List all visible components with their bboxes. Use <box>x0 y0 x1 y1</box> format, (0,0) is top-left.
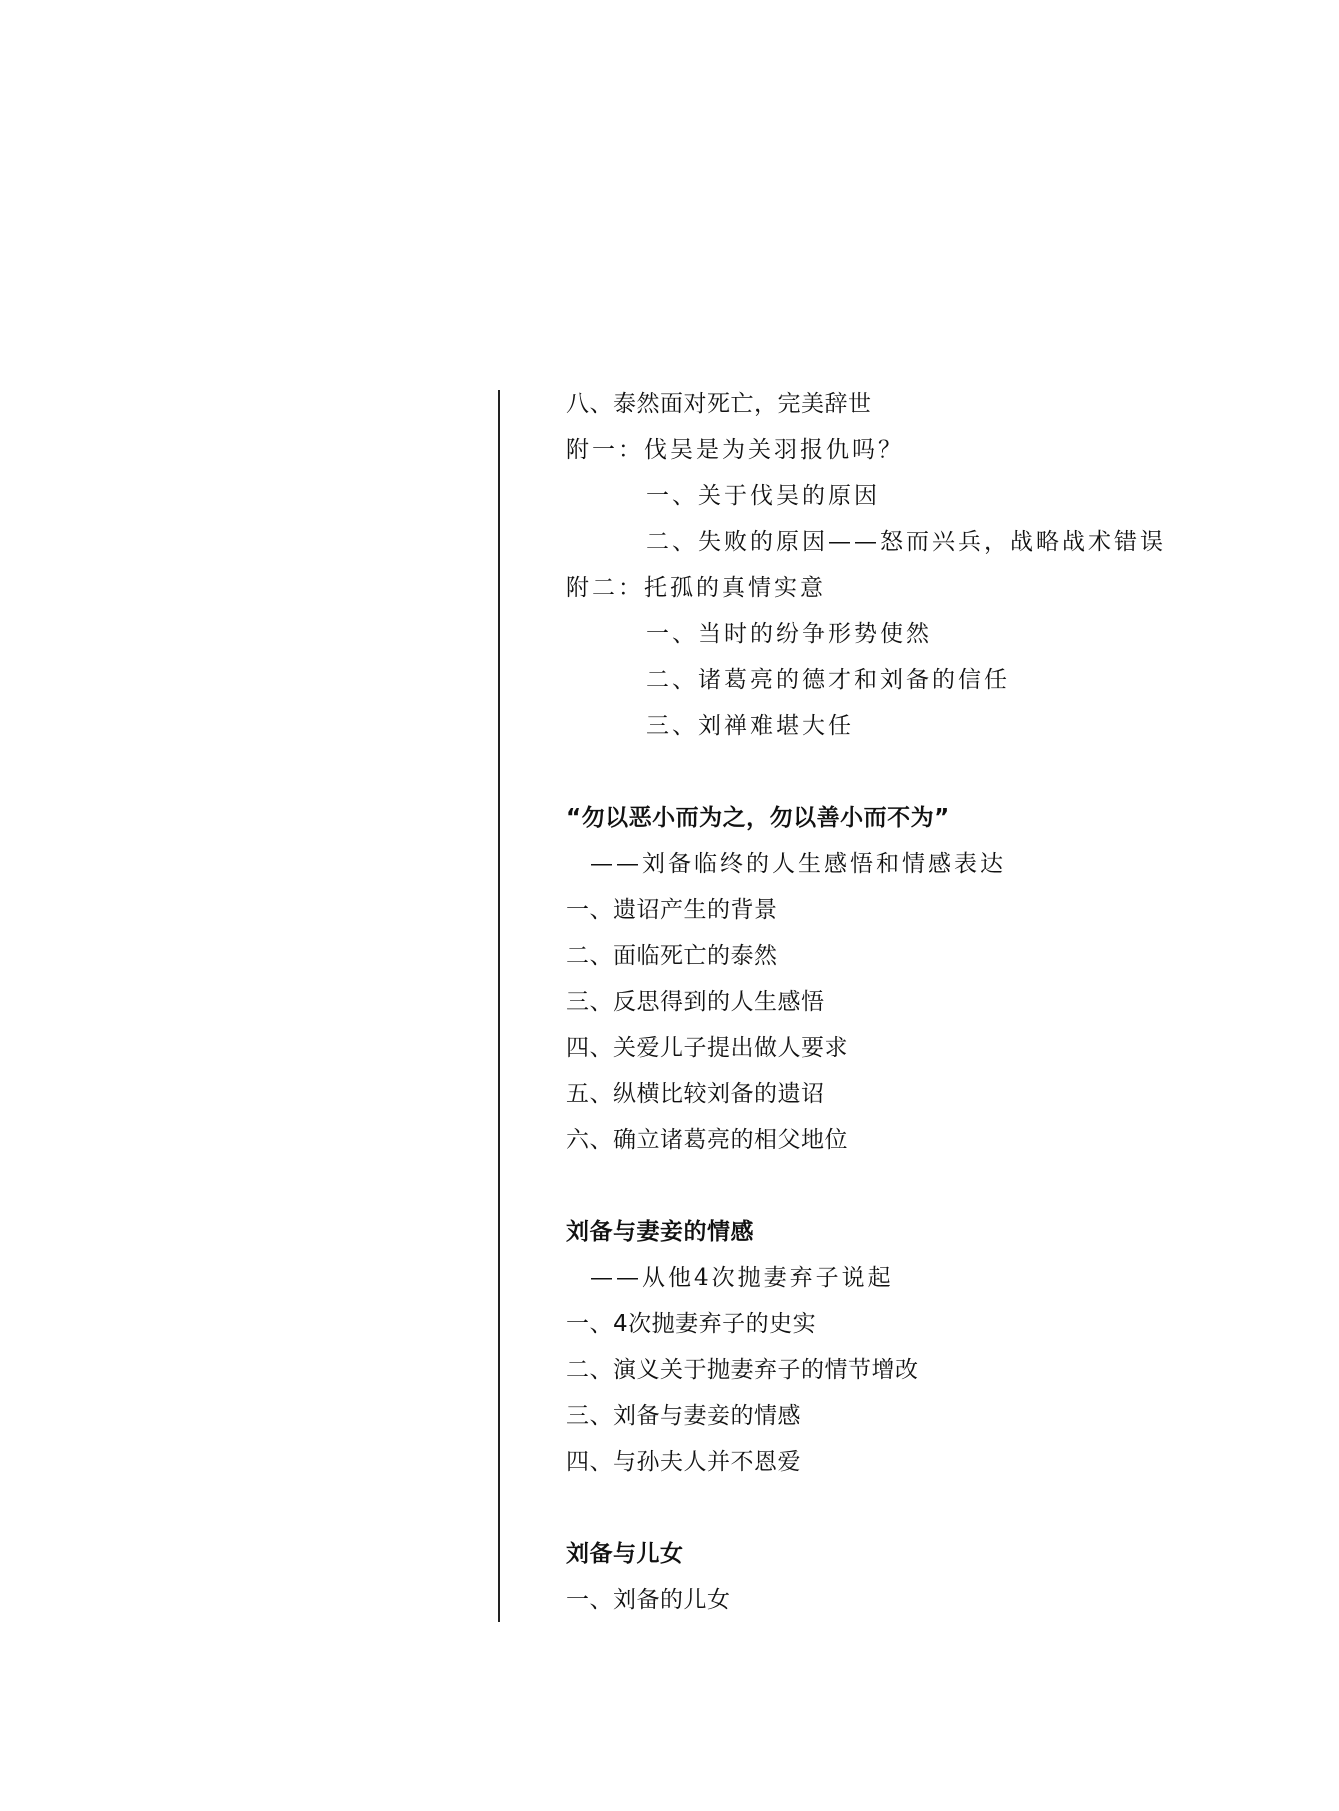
appendix-heading: 附二：托孤的真情实意 <box>566 575 826 601</box>
toc-line: 三、反思得到的人生感悟 <box>566 989 825 1015</box>
toc-subline: 一、关于伐吴的原因 <box>646 483 880 509</box>
toc-line: 一、4次抛妻弃子的史实 <box>566 1311 817 1337</box>
toc-line: 三、刘备与妻妾的情感 <box>566 1403 801 1429</box>
toc-subline: 二、诸葛亮的德才和刘备的信任 <box>646 667 1010 693</box>
toc-line: 五、纵横比较刘备的遗诏 <box>566 1081 825 1107</box>
toc-line: 四、与孙夫人并不恩爱 <box>566 1449 801 1475</box>
toc-line: 二、演义关于抛妻弃子的情节增改 <box>566 1357 919 1383</box>
margin-rule <box>498 390 500 1622</box>
toc-line: 四、关爱儿子提出做人要求 <box>566 1035 848 1061</box>
toc-line: 六、确立诸葛亮的相父地位 <box>566 1127 848 1153</box>
appendix-heading: 附一：伐吴是为关羽报仇吗？ <box>566 437 904 463</box>
section-title: “勿以恶小而为之，勿以善小而不为” <box>566 805 950 831</box>
section-title: 刘备与儿女 <box>566 1541 684 1567</box>
section-subtitle: ——从他4次抛妻弃子说起 <box>590 1265 894 1291</box>
section-title: 刘备与妻妾的情感 <box>566 1219 754 1245</box>
toc-subline: 二、失败的原因——怒而兴兵，战略战术错误 <box>646 529 1166 555</box>
toc-line: 一、遗诏产生的背景 <box>566 897 778 923</box>
section-subtitle: ——刘备临终的人生感悟和情感表达 <box>590 851 1006 877</box>
toc-line: 一、刘备的儿女 <box>566 1587 731 1613</box>
toc-line: 二、面临死亡的泰然 <box>566 943 778 969</box>
toc-line: 八、泰然面对死亡，完美辞世 <box>566 391 872 417</box>
toc-subline: 一、当时的纷争形势使然 <box>646 621 932 647</box>
toc-subline: 三、刘禅难堪大任 <box>646 713 854 739</box>
